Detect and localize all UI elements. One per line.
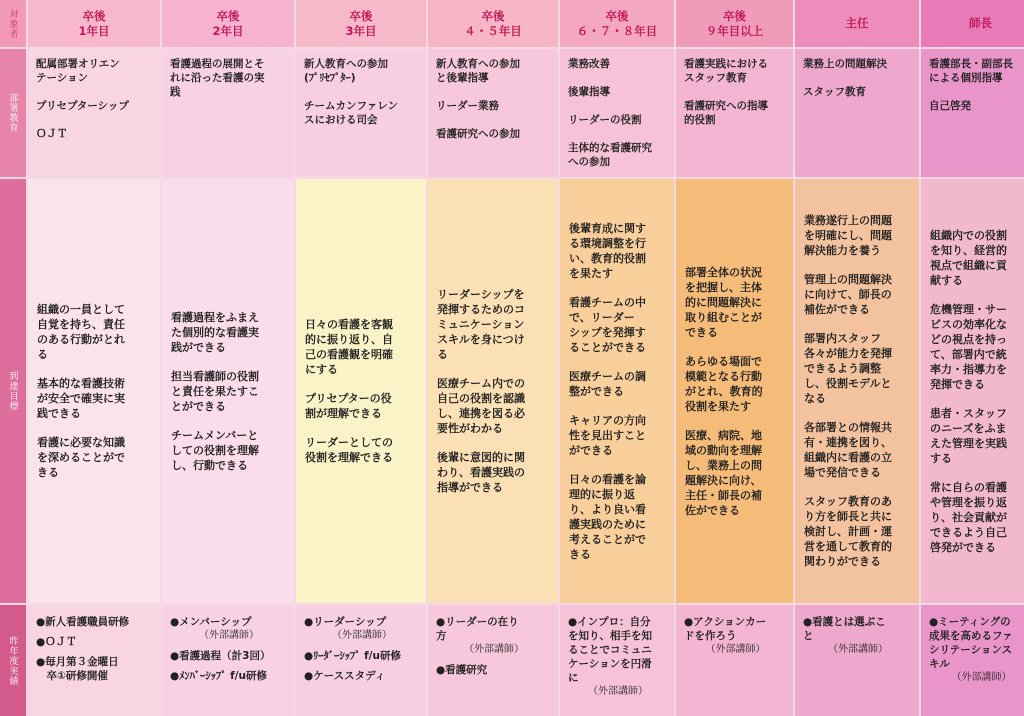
goals-col-5 bbox=[560, 179, 674, 603]
education-col-5 bbox=[560, 49, 674, 177]
education-col-2 bbox=[162, 49, 294, 177]
previous-item-note: （外部講師） bbox=[588, 686, 648, 697]
education-row-label: 部署教育 bbox=[0, 49, 26, 177]
goals-col-1 bbox=[28, 179, 160, 603]
previous-item-text: ●ＯＪＴ bbox=[36, 636, 77, 648]
goal-item: スタッフ教育のあ り方を師長と共に 検討し、計画・運 営を通して教育的 関わりができる bbox=[804, 495, 892, 568]
header-col-4 bbox=[428, 0, 558, 47]
goal-item: 後輩に意図的に関 わり、看護実践の 指導ができる bbox=[437, 451, 525, 494]
goals-col-4 bbox=[428, 179, 558, 603]
goal-item: プリセプターの役 割が理解できる bbox=[305, 392, 392, 420]
header-line: 2年目 bbox=[212, 23, 244, 38]
previous-item-note: （外部講師） bbox=[199, 630, 259, 641]
previous-item-text: ●ミーティングの 成果を高めるファ シリテーションス キル bbox=[929, 616, 1013, 670]
header-col-7 bbox=[795, 0, 919, 47]
previous-item bbox=[436, 663, 552, 677]
header-col-1 bbox=[28, 0, 160, 47]
previous-row-label: 昨年度実績 bbox=[0, 605, 26, 716]
goals-col-3 bbox=[296, 179, 426, 603]
previous-item-text: ●ﾒﾝﾊﾞｰｼｯﾌﾟ f/u研修 bbox=[170, 670, 267, 682]
goal-item: 日々の看護を論 理的に振り返 り、より良い看 護実践のために 考えることがで きる bbox=[569, 472, 646, 561]
header-line: 卒後 bbox=[82, 8, 106, 23]
header-col-3 bbox=[296, 0, 426, 47]
goal-item: 医療、病院、地 域の動向を理解 し、業務上の問 題解決に向け、 主任・師長の補 佐ができる bbox=[685, 428, 762, 517]
goal-item: 組織内での役割 を知り、経営的 視点で組織に貢 献する bbox=[930, 228, 1007, 287]
education-item: 配属部署オリエン テーション bbox=[36, 58, 120, 84]
previous-col-6 bbox=[676, 605, 793, 716]
previous-item bbox=[803, 615, 913, 657]
goal-item: チームメンバーと しての役割を理解 し、行動できる bbox=[171, 428, 259, 472]
header-line: 卒後 bbox=[723, 8, 746, 23]
education-item: スタッフ教育 bbox=[803, 86, 866, 98]
header-col-5 bbox=[560, 0, 674, 47]
previous-item bbox=[929, 615, 1024, 685]
education-item: 業務改善 bbox=[568, 58, 610, 70]
previous-col-2 bbox=[162, 605, 294, 716]
goals-col-2 bbox=[162, 179, 294, 603]
education-item: 自己啓発 bbox=[929, 100, 971, 112]
goal-item: 業務遂行上の問題 を明確にし、問題 解決能力を養う bbox=[804, 214, 892, 257]
previous-item bbox=[568, 615, 668, 699]
goal-item: キャリアの方向 性を見出すこと ができる bbox=[569, 413, 646, 457]
previous-item-text: ●ﾘｰﾀﾞｰｼｯﾌﾟ f/u研修 bbox=[304, 650, 401, 662]
previous-item bbox=[36, 635, 154, 649]
goals-row-label: 到達目標 bbox=[0, 179, 26, 603]
education-item: 看護実践における スタッフ教育 bbox=[684, 58, 768, 84]
previous-item bbox=[36, 615, 154, 629]
previous-item-note: （外部講師） bbox=[464, 644, 524, 655]
goal-item: 後輩育成に関す る環境調整を行 い、教育的役割 を果たす bbox=[569, 221, 646, 280]
goal-item: 管理上の問題解決 に向けて、師長の 補佐ができる bbox=[804, 273, 892, 316]
education-item: 業務上の問題解決 bbox=[803, 58, 887, 70]
previous-item-text: ●メンバーシップ bbox=[170, 616, 252, 628]
goal-item: 日々の看護を客観 的に振り返り、自 己の看護観を明確 にする bbox=[305, 318, 393, 376]
previous-item bbox=[36, 655, 154, 683]
previous-item-text: ●新人看護職員研修 bbox=[36, 616, 130, 628]
education-item: 新人教育への参加 (ﾌﾟﾘｾﾌﾟﾀｰ) bbox=[304, 58, 388, 84]
goal-item: 医療チームの調 整ができる bbox=[569, 369, 646, 398]
education-item: 主体的な看護研究 への参加 bbox=[568, 142, 652, 168]
goal-item: 看護チームの中 で、リーダー シップを発揮す ることができる bbox=[569, 295, 646, 354]
previous-item-note: （外部講師） bbox=[332, 630, 392, 641]
previous-item-note: （外部講師） bbox=[828, 644, 888, 655]
education-item: 看護過程の展開とそ れに沿った看護の実 践 bbox=[170, 58, 265, 98]
header-line: ４・５年目 bbox=[464, 23, 522, 38]
education-col-1 bbox=[28, 49, 160, 177]
previous-item bbox=[684, 615, 787, 657]
goal-item: 常に自らの看護 や管理を振り返 り、社会貢献が できるよう自己 啓発ができる bbox=[930, 480, 1007, 554]
header-col-6 bbox=[676, 0, 793, 47]
goal-item: 部署全体の状況 を把握し、主体 的に問題解決に 取り組むことが できる bbox=[685, 265, 762, 339]
previous-item-text: ●リーダーの在り 方 bbox=[436, 616, 519, 642]
goal-item: 組織の一員として 自覚を持ち、責任 のある行動がとれ る bbox=[37, 303, 125, 361]
education-item: プリセプターシップ bbox=[36, 100, 129, 112]
goal-item: 看護に必要な知識 を深めることがで きる bbox=[37, 436, 125, 479]
education-item: 看護研究への指導 的役割 bbox=[684, 100, 768, 126]
previous-col-4 bbox=[428, 605, 558, 716]
goal-item: 基本的な看護技術 が安全で確実に実 践できる bbox=[37, 377, 125, 420]
goal-item: 看護過程をふまえ た個別的な看護実 践ができる bbox=[171, 310, 259, 354]
education-col-4 bbox=[428, 49, 558, 177]
education-item: チームカンファレン スにおける司会 bbox=[304, 100, 399, 126]
previous-col-1 bbox=[28, 605, 160, 716]
previous-item bbox=[436, 615, 552, 657]
previous-item-text: ●リーダーシップ bbox=[304, 616, 387, 628]
education-col-8 bbox=[921, 49, 1024, 177]
previous-col-7 bbox=[795, 605, 919, 716]
previous-item bbox=[304, 615, 420, 643]
previous-item-text: ●看護研究 bbox=[436, 664, 488, 676]
education-item: リーダー業務 bbox=[436, 100, 499, 112]
previous-item-text: ●インプロ：自分 を知り、相手を知 ることでコミュニ ケーションを円滑 に bbox=[568, 616, 652, 684]
education-col-7 bbox=[795, 49, 919, 177]
previous-item-text: ●看護過程（計3回） bbox=[170, 650, 271, 662]
goal-item: 患者・スタッフ のニーズをふま えた管理を実践 する bbox=[930, 406, 1007, 465]
education-col-6 bbox=[676, 49, 793, 177]
education-item: 新人教育への参加 と後輩指導 bbox=[436, 58, 520, 84]
education-item: ＯＪＴ bbox=[36, 128, 68, 140]
previous-col-8 bbox=[921, 605, 1024, 716]
previous-item bbox=[170, 615, 288, 643]
header-line: 卒後 bbox=[216, 8, 240, 23]
header-line: 卒後 bbox=[605, 8, 629, 23]
goal-item: 危機管理・サー ビスの効率化な どの視点を持っ て、部署内で統 率力・指導力を 発揮できる bbox=[930, 302, 1007, 391]
goal-item: あらゆる場面で 模範となる行動 がとれ、教育的 役割を果たす bbox=[685, 354, 763, 413]
goals-col-6 bbox=[676, 179, 793, 603]
previous-item bbox=[304, 669, 420, 683]
goal-item: 医療チーム内での 自己の役割を認識 し、連携を図る必 要性がわかる bbox=[437, 377, 525, 435]
previous-item-text: ●ケーススタディ bbox=[304, 670, 386, 682]
education-item: リーダーの役割 bbox=[568, 114, 642, 126]
goal-item: 各部署との情報共 有・連携を図り、 組織内に看護の立 場で発信できる bbox=[804, 421, 892, 479]
header-line: ６・７・８年目 bbox=[576, 23, 658, 38]
header-line: 卒後 bbox=[481, 8, 505, 23]
previous-item-text: ●毎月第３金曜日 卒①研修開催 bbox=[36, 656, 119, 682]
header-col-8 bbox=[921, 0, 1024, 47]
header-line: 卒後 bbox=[349, 8, 373, 23]
education-item: 後輩指導 bbox=[568, 86, 610, 98]
previous-item-text: ●アクションカー ドを作ろう bbox=[684, 616, 767, 642]
previous-col-3 bbox=[296, 605, 426, 716]
previous-item bbox=[170, 649, 288, 663]
goal-item: リーダーとしての 役割を理解できる bbox=[305, 436, 393, 464]
education-item: 看護研究への参加 bbox=[436, 128, 520, 140]
goal-item: 部署内スタッフ 各々が能力を発揮 できるよう調整 し、役割モデルと なる bbox=[804, 332, 892, 405]
corner-label: 対象者 bbox=[0, 0, 26, 47]
previous-item-text: ●看護とは選ぶこ と bbox=[803, 616, 886, 642]
header-line: 師長 bbox=[969, 16, 992, 30]
header-col-2 bbox=[162, 0, 294, 47]
previous-item bbox=[170, 669, 288, 683]
goal-item: リーダーシップを 発揮するためのコ ミュニケーション スキルを身につけ る bbox=[437, 288, 525, 361]
previous-item-note: （外部講師） bbox=[951, 672, 1012, 683]
education-item: 看護部長・副部長 による個別指導 bbox=[929, 58, 1013, 84]
previous-item bbox=[304, 649, 420, 663]
education-col-3 bbox=[296, 49, 426, 177]
goal-item: 担当看護師の役割 と責任を果たすこ とができる bbox=[171, 369, 259, 413]
previous-col-5 bbox=[560, 605, 674, 716]
goals-col-7 bbox=[795, 179, 919, 603]
header-line: 1年目 bbox=[78, 23, 110, 38]
previous-item-note: （外部講師） bbox=[705, 644, 766, 655]
header-line: 3年目 bbox=[345, 23, 377, 38]
header-line: 主任 bbox=[845, 16, 869, 30]
goals-col-8 bbox=[921, 179, 1024, 603]
header-line: ９年目以上 bbox=[705, 23, 764, 38]
